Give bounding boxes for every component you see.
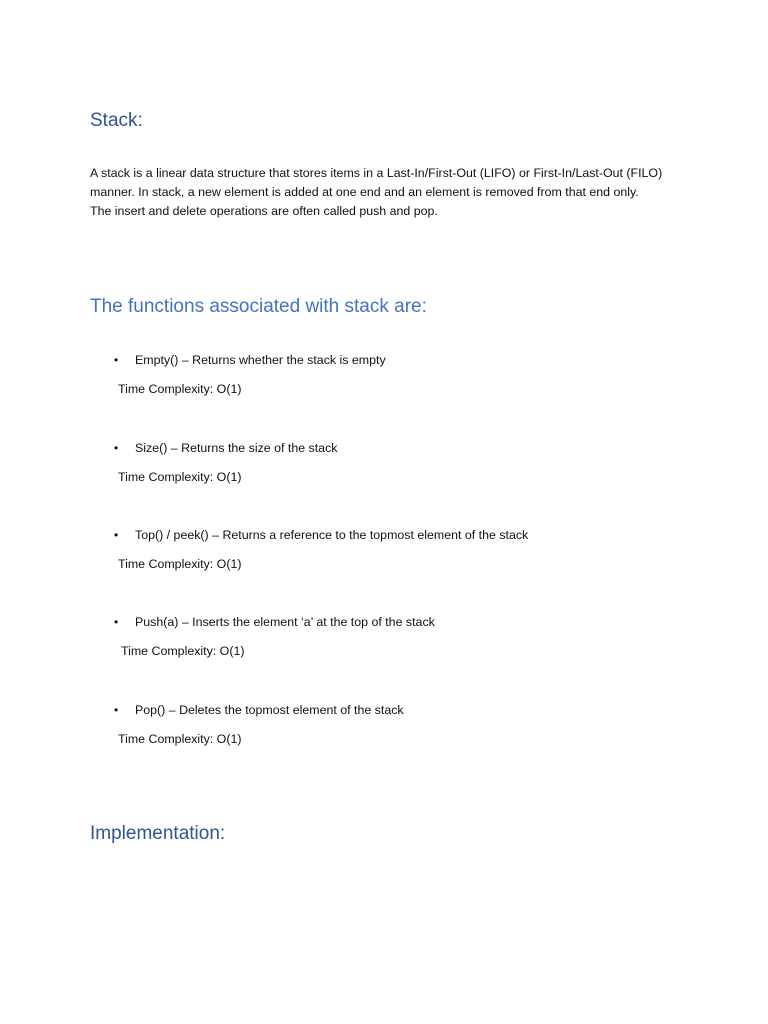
heading-functions: The functions associated with stack are: [90, 296, 427, 317]
function-item-push [90, 613, 690, 663]
time-complexity: Time Complexity: O(1) [118, 557, 242, 571]
function-item-pop [90, 701, 690, 751]
bullet-icon: • [114, 353, 119, 367]
time-complexity: Time Complexity: O(1) [118, 732, 242, 746]
heading-implementation: Implementation: [90, 823, 226, 844]
function-item-top [90, 526, 690, 576]
bullet-icon: • [114, 703, 119, 717]
function-text: Top() / peek() – Returns a reference to the topmost element of the stack [135, 528, 529, 542]
function-text: Push(a) – Inserts the element ‘a’ at the top of the stack [135, 615, 435, 629]
bullet-icon: • [114, 528, 119, 542]
intro-paragraph [90, 164, 690, 221]
intro-line: manner. In stack, a new element is added at one end and an element is removed from that end only. [90, 185, 639, 199]
time-complexity: Time Complexity: O(1) [118, 470, 242, 484]
function-text: Empty() – Returns whether the stack is empty [135, 353, 386, 367]
bullet-icon: • [114, 441, 119, 455]
bullet-icon: • [114, 615, 119, 629]
function-item-empty [90, 351, 690, 401]
heading-stack: Stack: [90, 110, 143, 131]
time-complexity: Time Complexity: O(1) [121, 644, 245, 658]
intro-line: A stack is a linear data structure that stores items in a Last-In/First-Out (LIFO) or First-In/Last-Out (FILO) [90, 166, 663, 180]
function-text: Pop() – Deletes the topmost element of the stack [135, 703, 404, 717]
intro-line: The insert and delete operations are often called push and pop. [90, 204, 438, 218]
function-item-size [90, 439, 690, 489]
function-text: Size() – Returns the size of the stack [135, 441, 338, 455]
time-complexity: Time Complexity: O(1) [118, 382, 242, 396]
